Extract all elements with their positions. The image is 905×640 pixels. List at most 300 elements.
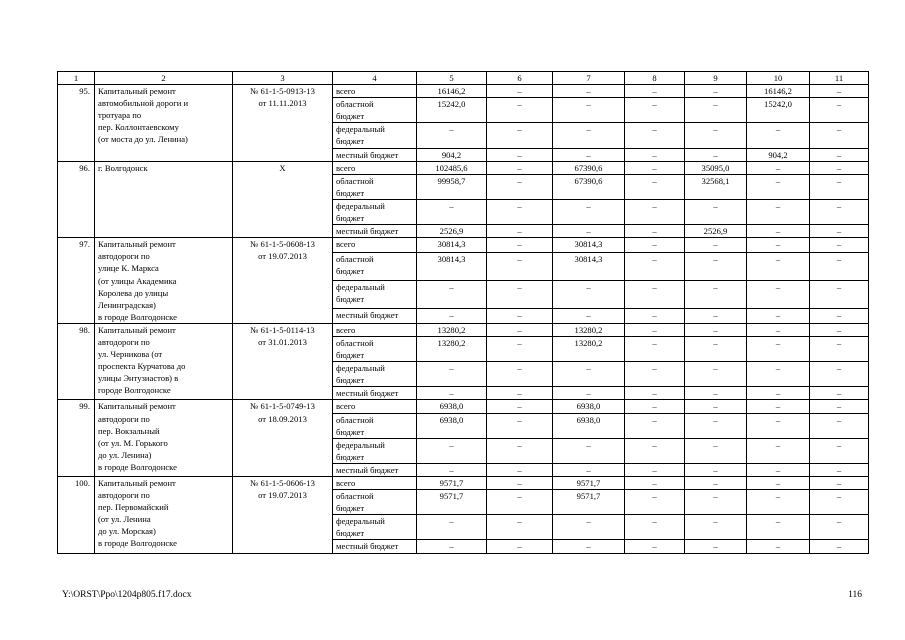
object-name-cell (95, 238, 233, 324)
footer-file-path: Y:\ORST\Ppo\1204p805.f17.docx (62, 590, 192, 600)
text-line: федеральный (336, 439, 385, 450)
amount-cell: – (553, 540, 625, 553)
amount-cell: – (747, 252, 810, 280)
amount-cell: – (553, 515, 625, 540)
funding-source-cell (333, 281, 417, 309)
amount-cell: – (487, 336, 553, 361)
amount-cell: – (417, 515, 487, 540)
amount-cell: – (685, 252, 747, 280)
text-line: областной (336, 253, 374, 264)
header-cell: 11 (810, 72, 869, 85)
amount-cell: – (810, 148, 869, 161)
amount-cell: 2526,9 (685, 225, 747, 238)
text-line: ул. Черникова (от (98, 349, 163, 360)
amount-cell: – (747, 387, 810, 400)
amount-cell: – (625, 225, 685, 238)
text-line: местный бюджет (336, 310, 399, 321)
text-line: областной (336, 99, 374, 110)
funding-source-cell (333, 98, 417, 123)
object-name-cell (95, 161, 233, 238)
amount-cell: – (810, 540, 869, 553)
amount-cell: – (685, 336, 747, 361)
amount-cell: 904,2 (747, 148, 810, 161)
amount-cell: – (625, 98, 685, 123)
text-line: от 11.11.2013 (258, 98, 307, 109)
text-line: (от моста до ул. Ленина) (98, 134, 188, 145)
amount-cell: – (747, 515, 810, 540)
amount-cell: – (487, 477, 553, 490)
amount-cell: – (685, 199, 747, 224)
amount-cell: – (487, 323, 553, 336)
funding-source-cell (333, 490, 417, 515)
document-reference-cell (233, 161, 333, 238)
amount-cell: – (417, 438, 487, 463)
amount-cell: – (625, 438, 685, 463)
amount-cell: – (625, 323, 685, 336)
text-line: федеральный (336, 516, 385, 527)
entry-number-cell: 99. (58, 400, 95, 477)
text-line: от 19.07.2013 (258, 251, 307, 262)
text-line: федеральный (336, 363, 385, 374)
amount-cell: – (417, 540, 487, 553)
text-line: всего (336, 239, 356, 250)
amount-cell: – (487, 515, 553, 540)
text-line: проспекта Курчатова до (98, 361, 186, 372)
text-line: всего (336, 401, 356, 412)
text-line: всего (336, 324, 356, 335)
amount-cell: – (553, 199, 625, 224)
amount-cell: – (625, 387, 685, 400)
text-line: Капитальный ремонт (98, 239, 176, 250)
amount-cell: – (487, 362, 553, 387)
amount-cell: – (625, 490, 685, 515)
budget-table (57, 71, 869, 554)
amount-cell: – (810, 98, 869, 123)
amount-cell: – (810, 477, 869, 490)
text-line: автодороги по (98, 413, 150, 424)
funding-source-cell (333, 225, 417, 238)
text-line: местный бюджет (336, 149, 399, 160)
amount-cell: 6938,0 (553, 413, 625, 438)
amount-cell: – (625, 400, 685, 413)
text-line: бюджет (336, 213, 365, 224)
object-name-cell (95, 85, 233, 162)
amount-cell: – (810, 161, 869, 174)
amount-cell: – (747, 309, 810, 324)
amount-cell: – (417, 281, 487, 309)
text-line: от 31.01.2013 (258, 336, 307, 347)
amount-cell: – (553, 387, 625, 400)
amount-cell: – (553, 148, 625, 161)
amount-cell: 13280,2 (553, 323, 625, 336)
text-line: бюджет (336, 426, 365, 437)
amount-cell: – (747, 463, 810, 476)
amount-cell: – (625, 515, 685, 540)
text-line: автомобильной дороги и (98, 98, 189, 109)
amount-cell: – (625, 463, 685, 476)
text-line: федеральный (336, 200, 385, 211)
amount-cell: 67390,6 (553, 161, 625, 174)
text-line: Капитальный ремонт (98, 324, 176, 335)
amount-cell: – (487, 161, 553, 174)
amount-cell: – (553, 281, 625, 309)
amount-cell: – (487, 252, 553, 280)
amount-cell: – (685, 85, 747, 98)
amount-cell: – (685, 477, 747, 490)
amount-cell: – (810, 413, 869, 438)
amount-cell: – (747, 336, 810, 361)
amount-cell: – (810, 174, 869, 199)
amount-cell: – (685, 490, 747, 515)
text-line: местный бюджет (336, 464, 399, 475)
amount-cell: – (487, 463, 553, 476)
amount-cell: – (685, 98, 747, 123)
amount-cell: 9571,7 (553, 490, 625, 515)
amount-cell: 35095,0 (685, 161, 747, 174)
amount-cell: – (810, 225, 869, 238)
amount-cell: – (685, 387, 747, 400)
document-reference-cell (233, 477, 333, 554)
funding-source-cell (333, 515, 417, 540)
text-line: № 61-1-5-0913-13 (250, 86, 315, 97)
funding-source-cell (333, 387, 417, 400)
amount-cell: – (747, 123, 810, 148)
amount-cell: 16146,2 (417, 85, 487, 98)
amount-cell: 6938,0 (553, 400, 625, 413)
amount-cell: – (487, 123, 553, 148)
funding-source-cell (333, 238, 417, 253)
amount-cell: – (487, 490, 553, 515)
text-line: федеральный (336, 124, 385, 135)
funding-source-cell (333, 174, 417, 199)
text-line: в городе Волгодонске (98, 461, 177, 472)
funding-source-cell (333, 323, 417, 336)
header-cell: 9 (685, 72, 747, 85)
object-name-cell (95, 400, 233, 477)
text-line: областной (336, 337, 374, 348)
text-line: Ленинградская) (98, 299, 156, 310)
funding-source-cell (333, 252, 417, 280)
text-line: местный бюджет (336, 541, 399, 552)
amount-cell: – (625, 477, 685, 490)
funding-source-cell (333, 161, 417, 174)
text-line: федеральный (336, 282, 385, 293)
amount-cell: – (685, 148, 747, 161)
funding-source-cell (333, 362, 417, 387)
amount-cell: 15242,0 (747, 98, 810, 123)
amount-cell: – (625, 123, 685, 148)
text-line: бюджет (336, 528, 365, 539)
header-row (58, 72, 869, 85)
text-line: Капитальный ремонт (98, 401, 176, 412)
amount-cell: 102485,6 (417, 161, 487, 174)
amount-cell: – (747, 400, 810, 413)
funding-source-cell (333, 477, 417, 490)
text-line: местный бюджет (336, 226, 399, 237)
amount-cell: – (747, 540, 810, 553)
header-cell: 3 (233, 72, 333, 85)
text-line: (от ул. Ленина (98, 514, 151, 525)
header-cell: 6 (487, 72, 553, 85)
text-line: № 61-1-5-0749-13 (250, 401, 315, 412)
table-row (58, 400, 869, 413)
text-line: областной (336, 175, 374, 186)
header-cell: 1 (58, 72, 95, 85)
amount-cell: – (685, 123, 747, 148)
text-line: пер. Коллонтаевскому (98, 122, 179, 133)
text-line: г. Волгодонск (98, 162, 148, 173)
amount-cell: – (810, 463, 869, 476)
amount-cell: – (685, 281, 747, 309)
amount-cell: – (417, 463, 487, 476)
amount-cell: – (810, 123, 869, 148)
entry-number-cell: 96. (58, 161, 95, 238)
amount-cell: – (685, 400, 747, 413)
text-line: от 18.09.2013 (258, 413, 307, 424)
amount-cell: – (810, 281, 869, 309)
amount-cell: – (625, 148, 685, 161)
amount-cell: – (417, 362, 487, 387)
page-number: 116 (848, 590, 862, 600)
amount-cell: 6938,0 (417, 413, 487, 438)
amount-cell: – (747, 199, 810, 224)
amount-cell: – (685, 515, 747, 540)
amount-cell: – (810, 323, 869, 336)
amount-cell: – (487, 413, 553, 438)
funding-source-cell (333, 336, 417, 361)
amount-cell: – (625, 85, 685, 98)
amount-cell: 30814,3 (417, 238, 487, 253)
text-line: Капитальный ремонт (98, 86, 176, 97)
amount-cell: – (487, 540, 553, 553)
object-name-cell (95, 477, 233, 554)
table-body (58, 72, 869, 554)
amount-cell: – (810, 438, 869, 463)
text-line: бюджет (336, 294, 365, 305)
document-reference-cell (233, 323, 333, 400)
amount-cell: – (625, 336, 685, 361)
text-line: бюджет (336, 503, 365, 514)
text-line: Х (279, 162, 286, 173)
text-line: областной (336, 491, 374, 502)
amount-cell: – (810, 515, 869, 540)
text-line: бюджет (336, 350, 365, 361)
text-line: от 19.07.2013 (258, 490, 307, 501)
amount-cell: 99958,7 (417, 174, 487, 199)
header-cell: 4 (333, 72, 417, 85)
text-line: пер. Вокзальный (98, 425, 160, 436)
text-line: в городе Волгодонске (98, 311, 177, 322)
amount-cell: 32568,1 (685, 174, 747, 199)
amount-cell: – (625, 199, 685, 224)
funding-source-cell (333, 123, 417, 148)
amount-cell: 13280,2 (417, 323, 487, 336)
amount-cell: – (487, 148, 553, 161)
amount-cell: – (685, 323, 747, 336)
table-row (58, 85, 869, 98)
text-line: до ул. Морская) (98, 526, 156, 537)
amount-cell: – (553, 362, 625, 387)
amount-cell: – (747, 161, 810, 174)
amount-cell: – (747, 413, 810, 438)
header-cell: 10 (747, 72, 810, 85)
amount-cell: – (685, 540, 747, 553)
amount-cell: – (487, 309, 553, 324)
text-line: бюджет (336, 451, 365, 462)
funding-source-cell (333, 540, 417, 553)
text-line: (от ул. М. Горького (98, 437, 168, 448)
amount-cell: 6938,0 (417, 400, 487, 413)
header-cell: 2 (95, 72, 233, 85)
amount-cell: – (810, 199, 869, 224)
text-line: бюджет (336, 136, 365, 147)
amount-cell: – (553, 309, 625, 324)
text-line: бюджет (336, 187, 365, 198)
text-line: № 61-1-5-0114-13 (250, 324, 315, 335)
amount-cell: – (810, 362, 869, 387)
amount-cell: – (810, 238, 869, 253)
text-line: всего (336, 478, 356, 488)
text-line: бюджет (336, 111, 365, 122)
amount-cell: – (417, 123, 487, 148)
funding-source-cell (333, 309, 417, 324)
text-line: (от улицы Академика (98, 275, 177, 286)
amount-cell: 904,2 (417, 148, 487, 161)
amount-cell: – (487, 199, 553, 224)
funding-source-cell (333, 463, 417, 476)
amount-cell: 16146,2 (747, 85, 810, 98)
table-row (58, 161, 869, 174)
amount-cell: – (810, 387, 869, 400)
amount-cell: – (487, 387, 553, 400)
amount-cell: – (625, 238, 685, 253)
amount-cell: – (487, 400, 553, 413)
table-row (58, 238, 869, 253)
amount-cell: – (625, 161, 685, 174)
amount-cell: – (553, 438, 625, 463)
entry-number-cell: 98. (58, 323, 95, 400)
funding-source-cell (333, 85, 417, 98)
text-line: бюджет (336, 265, 365, 276)
amount-cell: – (487, 98, 553, 123)
amount-cell: – (747, 238, 810, 253)
amount-cell: – (685, 309, 747, 324)
amount-cell: 13280,2 (553, 336, 625, 361)
amount-cell: – (685, 438, 747, 463)
amount-cell: – (417, 309, 487, 324)
amount-cell: – (487, 225, 553, 238)
text-line: улице К. Маркса (98, 263, 159, 274)
text-line: № 61-1-5-0608-13 (250, 239, 315, 250)
amount-cell: – (553, 85, 625, 98)
text-line: автодороги по (98, 336, 150, 347)
document-reference-cell (233, 238, 333, 324)
text-line: Королева до улицы (98, 287, 169, 298)
text-line: городе Волгодонске (98, 385, 171, 396)
amount-cell: 13280,2 (417, 336, 487, 361)
amount-cell: – (685, 463, 747, 476)
amount-cell: – (747, 490, 810, 515)
amount-cell: – (747, 477, 810, 490)
object-name-cell (95, 323, 233, 400)
amount-cell: – (747, 174, 810, 199)
amount-cell: 15242,0 (417, 98, 487, 123)
amount-cell: 30814,3 (417, 252, 487, 280)
amount-cell: – (553, 98, 625, 123)
amount-cell: 9571,7 (417, 490, 487, 515)
entry-number-cell: 95. (58, 85, 95, 162)
text-line: до ул. Ленина) (98, 449, 152, 460)
entry-number-cell: 100. (58, 477, 95, 554)
amount-cell: – (747, 323, 810, 336)
amount-cell: – (810, 252, 869, 280)
amount-cell: – (487, 281, 553, 309)
document-reference-cell (233, 400, 333, 477)
amount-cell: – (625, 281, 685, 309)
amount-cell: – (685, 362, 747, 387)
text-line: всего (336, 86, 356, 97)
funding-source-cell (333, 199, 417, 224)
amount-cell: – (810, 85, 869, 98)
text-line: улицы Энтузиастов) в (98, 373, 179, 384)
amount-cell: – (685, 238, 747, 253)
amount-cell: – (417, 199, 487, 224)
text-line: тротуара по (98, 110, 142, 121)
text-line: автодороги по (98, 490, 150, 501)
amount-cell: 30814,3 (553, 252, 625, 280)
text-line: областной (336, 414, 374, 425)
amount-cell: – (553, 123, 625, 148)
amount-cell: – (417, 387, 487, 400)
funding-source-cell (333, 413, 417, 438)
text-line: № 61-1-5-0606-13 (250, 478, 315, 488)
funding-source-cell (333, 148, 417, 161)
amount-cell: – (625, 413, 685, 438)
amount-cell: – (747, 281, 810, 309)
header-cell: 7 (553, 72, 625, 85)
amount-cell: – (810, 336, 869, 361)
amount-cell: – (747, 362, 810, 387)
amount-cell: – (625, 540, 685, 553)
text-line: Капитальный ремонт (98, 478, 176, 488)
text-line: всего (336, 162, 356, 173)
amount-cell: 9571,7 (417, 477, 487, 490)
amount-cell: – (810, 400, 869, 413)
amount-cell: – (553, 225, 625, 238)
entry-number-cell: 97. (58, 238, 95, 324)
amount-cell: 9571,7 (553, 477, 625, 490)
header-cell: 8 (625, 72, 685, 85)
table-row (58, 323, 869, 336)
header-cell: 5 (417, 72, 487, 85)
amount-cell: – (487, 438, 553, 463)
amount-cell: – (553, 463, 625, 476)
text-line: бюджет (336, 375, 365, 386)
amount-cell: – (810, 490, 869, 515)
text-line: автодороги по (98, 251, 150, 262)
text-line: в городе Волгодонске (98, 538, 177, 549)
amount-cell: – (810, 309, 869, 324)
amount-cell: 67390,6 (553, 174, 625, 199)
table-row (58, 477, 869, 490)
amount-cell: – (685, 413, 747, 438)
amount-cell: 2526,9 (417, 225, 487, 238)
funding-source-cell (333, 438, 417, 463)
text-line: местный бюджет (336, 388, 399, 399)
amount-cell: – (625, 362, 685, 387)
text-line: пер. Первомайский (98, 502, 169, 513)
amount-cell: – (747, 225, 810, 238)
